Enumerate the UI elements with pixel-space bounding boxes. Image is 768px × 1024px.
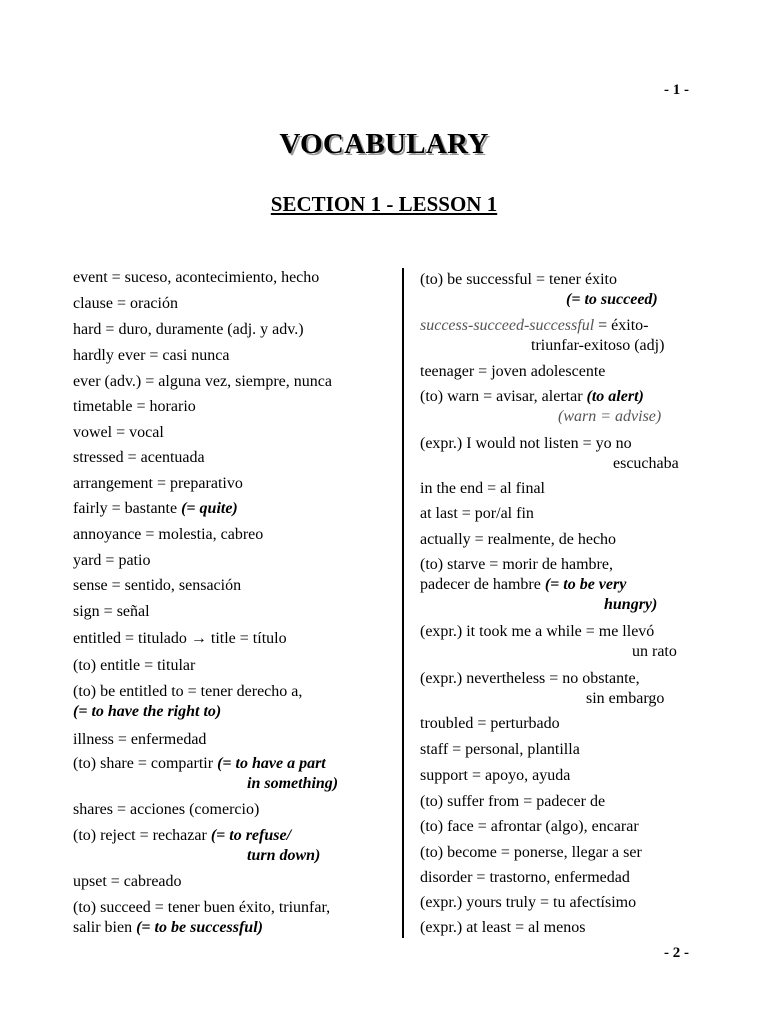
column-divider — [402, 268, 404, 938]
entry-text: (to) warn = avisar, alertar — [420, 388, 587, 405]
vocab-entry: timetable = horario — [73, 398, 196, 415]
vocab-entry — [73, 754, 338, 794]
vocab-entry: shares = acciones (comercio) — [73, 801, 260, 818]
vocab-entry: sign = señal — [73, 603, 150, 620]
vocab-entry: stressed = acentuada — [73, 449, 205, 466]
vocab-entry: illness = enfermedad — [73, 731, 207, 748]
entry-text-cont: triunfar-exitoso (adj) — [531, 337, 665, 354]
vocab-entry — [73, 898, 330, 938]
entry-synonym: (to alert) — [586, 388, 644, 405]
entry-synonym: (= quite) — [181, 500, 238, 517]
entry-text-cont: salir bien — [73, 919, 137, 936]
vocab-entry: (expr.) at least = al menos — [420, 919, 586, 936]
vocab-entry: entitled = titulado → title = título — [73, 630, 287, 647]
page-title: VOCABULARY — [279, 128, 489, 160]
vocab-entry: staff = personal, plantilla — [420, 741, 580, 758]
entry-synonym: (= to refuse/ — [210, 827, 292, 844]
vocab-entry: (to) suffer from = padecer de — [420, 793, 606, 810]
vocab-entry: arrangement = preparativo — [73, 475, 243, 492]
entry-text: (expr.) I would not listen = yo no — [420, 435, 632, 452]
vocab-entry: vowel = vocal — [73, 424, 164, 441]
vocab-entry: troubled = perturbado — [420, 715, 560, 732]
vocab-entry: hard = duro, duramente (adj. y adv.) — [73, 321, 304, 338]
vocab-entry — [420, 316, 664, 356]
vocab-entry: disorder = trastorno, enfermedad — [420, 869, 630, 886]
vocab-entry: (to) face = afrontar (algo), encarar — [420, 818, 639, 835]
vocab-entry — [420, 434, 679, 474]
vocab-entry: annoyance = molestia, cabreo — [73, 526, 264, 543]
entry-text-cont: escuchaba — [613, 455, 679, 472]
vocab-entry: in the end = al final — [420, 480, 545, 497]
section-heading: SECTION 1 - LESSON 1 — [270, 192, 498, 216]
vocab-entry: clause = oración — [73, 295, 178, 312]
entry-text-cont: padecer de hambre — [420, 576, 545, 593]
entry-note: (warn = advise) — [558, 408, 662, 425]
vocab-entry: sense = sentido, sensación — [73, 577, 242, 594]
entry-text: (to) starve = morir de hambre, — [420, 556, 613, 573]
vocab-entry: ever (adv.) = alguna vez, siempre, nunca — [73, 373, 332, 390]
entry-text: (to) share = compartir — [73, 755, 218, 772]
vocab-entry: yard = patio — [73, 552, 151, 569]
entry-synonym: (= to succeed) — [566, 291, 658, 308]
page-number-bottom: - 2 - — [664, 945, 689, 961]
entry-text: (to) succeed = tener buen éxito, triunfar, — [73, 899, 331, 916]
vocab-entry: support = apoyo, ayuda — [420, 767, 571, 784]
entry-synonym: (= to have the right to) — [73, 703, 222, 720]
entry-text-cont: un rato — [632, 643, 677, 660]
vocab-entry: hardly ever = casi nunca — [73, 347, 230, 364]
vocab-entry — [420, 270, 658, 310]
page-number-top: - 1 - — [664, 82, 689, 98]
entry-text: fairly = bastante — [73, 500, 182, 517]
entry-word-family: success-succeed-successful — [420, 317, 595, 334]
entry-text: (to) reject = rechazar — [73, 827, 211, 844]
vocab-entry: (expr.) yours truly = tu afectísimo — [420, 894, 637, 911]
entry-text: (to) be successful = tener éxito — [420, 271, 617, 288]
vocab-entry: (to) become = ponerse, llegar a ser — [420, 844, 642, 861]
vocab-entry: event = suceso, acontecimiento, hecho — [73, 269, 320, 286]
vocab-entry: (to) entitle = titular — [73, 657, 196, 674]
entry-synonym: (= to be very — [544, 576, 627, 593]
vocab-entry — [420, 669, 664, 709]
entry-synonym-cont: turn down) — [247, 847, 321, 864]
vocab-entry — [73, 682, 302, 722]
entry-synonym: (= to have a part — [217, 755, 326, 772]
entry-synonym-cont: in something) — [247, 775, 339, 792]
entry-text: = éxito- — [594, 317, 649, 334]
vocab-entry: teenager = joven adolescente — [420, 363, 606, 380]
vocab-entry — [73, 826, 320, 866]
entry-text: (expr.) nevertheless = no obstante, — [420, 670, 640, 687]
vocab-entry: at last = por/al fin — [420, 505, 534, 522]
entry-synonym: (= to be successful) — [136, 919, 263, 936]
vocab-entry: actually = realmente, de hecho — [420, 531, 617, 548]
entry-text: (to) be entitled to = tener derecho a, — [73, 683, 303, 700]
entry-synonym-cont: hungry) — [604, 596, 658, 613]
vocab-entry — [420, 555, 657, 615]
vocab-entry — [420, 622, 677, 662]
vocab-entry: upset = cabreado — [73, 873, 182, 890]
entry-text: (expr.) it took me a while = me llevó — [420, 623, 655, 640]
vocab-entry — [73, 499, 238, 519]
vocab-entry — [420, 387, 661, 427]
entry-text-cont: sin embargo — [586, 690, 665, 707]
